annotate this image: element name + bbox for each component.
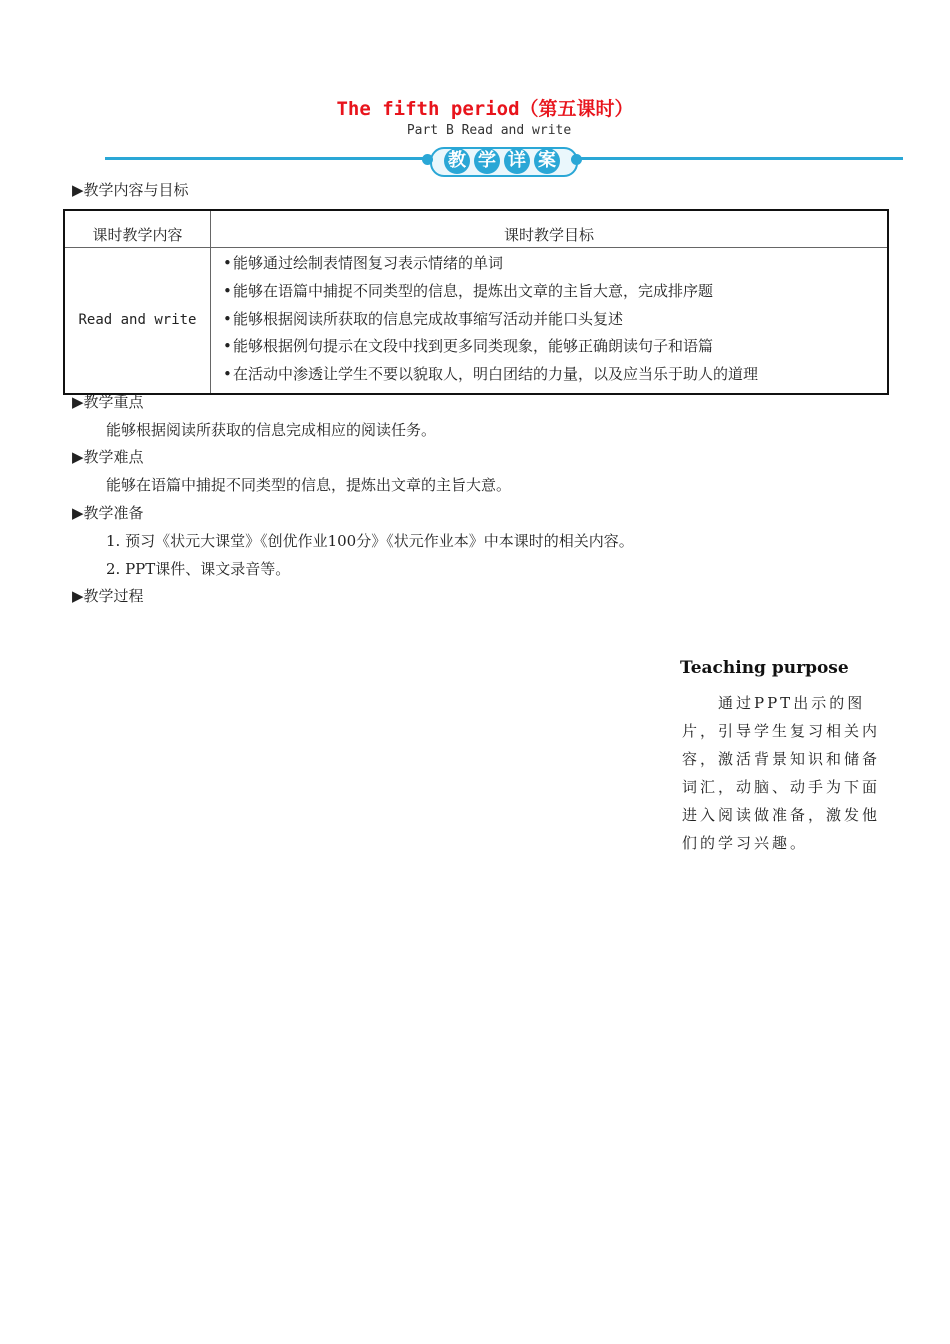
table-header-goals: 课时教学目标 — [211, 210, 889, 248]
preparation-item: 2. PPT课件、课文录音等。 — [106, 560, 291, 578]
goal-text: 在活动中渗透让学生不要以貌取人，明白团结的力量，以及应当乐于助人的道理 — [233, 365, 759, 384]
banner-char: 详 — [504, 148, 530, 174]
section-heading-process: ▶教学过程 — [72, 587, 144, 605]
goal-item — [223, 278, 887, 306]
bullet-icon: • — [223, 337, 232, 356]
bullet-icon: • — [223, 281, 232, 300]
difficulties-text: 能够在语篇中捕捉不同类型的信息，提炼出文章的主旨大意。 — [106, 476, 512, 494]
bullet-icon: • — [223, 365, 232, 384]
table-row — [64, 248, 888, 394]
goal-item — [223, 250, 887, 278]
lesson-plan-banner — [416, 145, 588, 177]
table-header-row — [64, 210, 888, 248]
page-subtitle: Part B Read and write — [406, 123, 572, 138]
section-heading-difficulties: ▶教学难点 — [72, 448, 144, 466]
goal-text: 能够根据阅读所获取的信息完成故事缩写活动并能口头复述 — [233, 309, 624, 328]
table-cell-content: Read and write — [64, 248, 211, 394]
bullet-icon: • — [223, 309, 232, 328]
banner-char: 学 — [474, 148, 500, 174]
section-heading-content-goals: ▶教学内容与目标 — [72, 181, 189, 199]
key-points-text: 能够根据阅读所获取的信息完成相应的阅读任务。 — [106, 421, 437, 439]
table-header-content: 课时教学内容 — [64, 210, 211, 248]
goal-item — [223, 361, 887, 389]
teaching-purpose-title: Teaching purpose — [680, 658, 849, 678]
goal-text: 能够通过绘制表情图复习表示情绪的单词 — [233, 254, 504, 272]
page-title: The fifth period（第五课时） — [336, 98, 634, 120]
goal-item — [223, 333, 887, 361]
banner-right-dot — [571, 154, 582, 165]
section-heading-preparation: ▶教学准备 — [72, 504, 144, 522]
goal-item — [223, 306, 887, 334]
goal-text: 能够在语篇中捕捉不同类型的信息，提炼出文章的主旨大意，完成排序题 — [233, 281, 714, 300]
bullet-icon: • — [223, 254, 232, 272]
goal-text: 能够根据例句提示在文段中找到更多同类现象，能够正确朗读句子和语篇 — [233, 337, 714, 356]
banner-left-dot — [422, 154, 433, 165]
banner-char: 案 — [534, 148, 560, 174]
table-cell-goals — [211, 248, 889, 394]
objectives-table — [63, 209, 889, 395]
banner-char: 教 — [444, 148, 470, 174]
section-heading-key-points: ▶教学重点 — [72, 393, 144, 411]
teaching-purpose-text: 通过PPT出示的图片，引导学生复习相关内容，激活背景知识和储备词汇，动脑、动手为下面进入阅读做准备，激发他们的学习兴趣。 — [682, 694, 881, 852]
preparation-item: 1. 预习《状元大课堂》《创优作业100分》《状元作业本》中本课时的相关内容。 — [106, 532, 634, 550]
